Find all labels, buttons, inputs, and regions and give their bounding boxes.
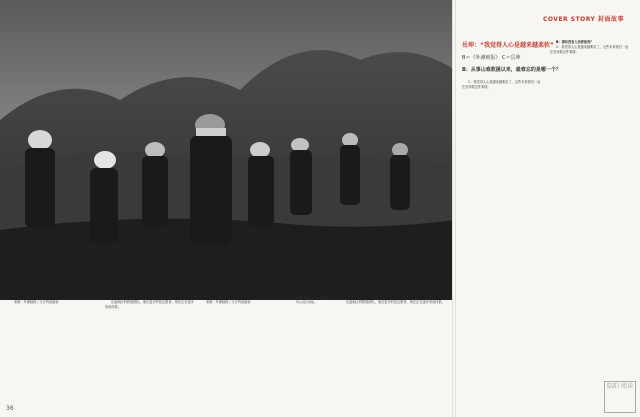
page-number-left: 36 <box>6 405 14 412</box>
left-text-column-4 <box>340 300 445 405</box>
left-text-column-1 <box>8 300 98 405</box>
interview-byline: B＝《外滩画报》 C＝岳坤 <box>462 55 521 61</box>
section-label: COVER STORY 封面故事 <box>542 16 624 23</box>
right-text-column-1 <box>462 80 542 400</box>
photo-caption: 岳坤（前排左二）带领队员在雪山进行训练。 <box>296 296 336 304</box>
paragraph: 来源：外滩画报 / 文字内容摘录 <box>14 300 59 304</box>
paragraph: C：我觉得人心是越来越柔软了，这些年来我们一直在坚持做这件事情。 <box>550 45 629 54</box>
question-1: B：从事山难救援以来，最难忘的是哪一个？ <box>462 67 561 73</box>
interview-title: 岳坤：“我觉得人心是越来越柔软” <box>462 42 554 49</box>
paragraph: 比起地区的救援团队，他们更多的是志愿者，现在正在逐步形成体系。 <box>346 300 445 304</box>
page-gutter <box>452 0 456 417</box>
left-text-column-2 <box>105 300 195 405</box>
right-text-column-2 <box>550 40 630 360</box>
paragraph: C：我觉得人心是越来越柔软了，这些年来我们一直在坚持做这件事情。 <box>462 80 541 89</box>
reader-stamp: 陆阳 阅读 <box>604 381 636 413</box>
paragraph: 来源：外滩画报 / 文字内容摘录 <box>206 300 251 304</box>
left-text-column-3 <box>200 300 290 405</box>
question-2: B：那有没有人劝你放弃？ <box>556 40 594 44</box>
paragraph: 比起地区的救援团队，他们更多的是志愿者，现在正在逐步形成体系。 <box>105 300 194 309</box>
